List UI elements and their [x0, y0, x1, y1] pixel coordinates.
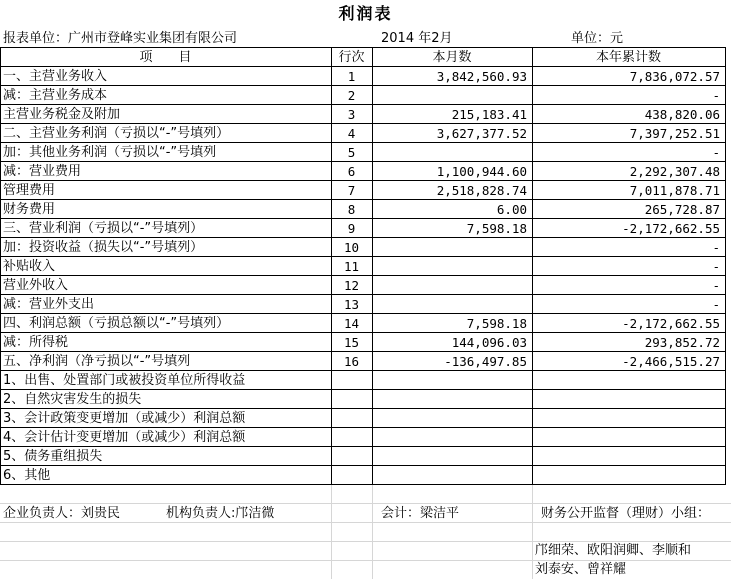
row-item: 4、会计估计变更增加（或减少）利润总额 — [3, 430, 246, 445]
row-ytd-value: - — [712, 88, 720, 103]
row-line-no: 5 — [347, 145, 356, 160]
row-month-value — [372, 390, 532, 409]
row-line-no: 7 — [347, 183, 356, 198]
col-header-line: 行次 — [338, 50, 365, 65]
row-line-no: 8 — [347, 202, 356, 217]
row-line-no — [331, 409, 372, 428]
row-line-no: 1 — [347, 69, 356, 84]
row-line-no: 16 — [343, 354, 360, 369]
row-line-no — [331, 466, 372, 485]
row-ytd-value: 7,397,252.51 — [629, 126, 720, 141]
row-ytd-value — [532, 390, 725, 409]
row-item: 补贴收入 — [3, 259, 56, 274]
row-ytd-value: -2,466,515.27 — [622, 354, 720, 369]
row-ytd-value: -2,172,662.55 — [622, 221, 720, 236]
sheet-title: 利润表 — [338, 4, 393, 23]
row-line-no — [331, 390, 372, 409]
row-month-value — [372, 238, 532, 257]
row-line-no — [331, 371, 372, 390]
row-item: 减：主营业务成本 — [3, 88, 108, 103]
accountant: 会计：梁洁平 — [381, 506, 460, 521]
row-ytd-value: - — [712, 240, 720, 255]
row-line-no: 6 — [347, 164, 356, 179]
row-month-value — [372, 295, 532, 314]
row-item: 营业外收入 — [3, 278, 69, 293]
currency-unit: 单位：元 — [571, 31, 624, 46]
row-line-no: 9 — [347, 221, 356, 236]
supervision-group: 财务公开监督（理财）小组： — [541, 506, 711, 521]
row-item: 1、出售、处置部门或被投资单位所得收益 — [3, 373, 246, 388]
row-line-no: 3 — [347, 107, 356, 122]
report-unit: 报表单位：广州市登峰实业集团有限公司 — [3, 31, 238, 46]
row-line-no: 10 — [343, 240, 360, 255]
row-ytd-value — [532, 428, 725, 447]
row-item: 减：所得税 — [3, 335, 69, 350]
row-line-no — [331, 428, 372, 447]
col-header-month: 本月数 — [432, 50, 472, 65]
row-item: 加：其他业务利润（亏损以“-”号填列 — [3, 145, 217, 160]
row-month-value — [372, 143, 532, 162]
row-ytd-value: 7,011,878.71 — [629, 183, 720, 198]
row-month-value — [372, 86, 532, 105]
row-month-value — [372, 276, 532, 295]
supervision-members-1: 邝细荣、欧阳润卿、李顺和 — [535, 543, 692, 558]
row-ytd-value: - — [712, 297, 720, 312]
row-item: 3、会计政策变更增加（或减少）利润总额 — [3, 411, 246, 426]
row-ytd-value: 265,728.87 — [644, 202, 720, 217]
col-header-ytd: 本年累计数 — [595, 50, 661, 65]
row-month-value — [372, 409, 532, 428]
row-ytd-value — [532, 371, 725, 390]
row-month-value — [372, 257, 532, 276]
row-ytd-value — [532, 447, 725, 466]
row-item: 减：营业外支出 — [3, 297, 95, 312]
row-month-value: 1,100,944.60 — [436, 164, 527, 179]
row-ytd-value — [532, 466, 725, 485]
row-ytd-value: 2,292,307.48 — [629, 164, 720, 179]
enterprise-head: 企业负责人：刘贵民 — [3, 506, 121, 521]
row-ytd-value: - — [712, 259, 720, 274]
supervision-members-2: 刘泰安、曾祥耀 — [535, 562, 627, 577]
row-item: 四、利润总额（亏损总额以“-”号填列） — [3, 316, 230, 331]
row-item: 二、主营业务利润（亏损以“-”号填列） — [3, 126, 230, 141]
row-item: 管理费用 — [3, 183, 56, 198]
row-ytd-value: - — [712, 278, 720, 293]
row-item: 6、其他 — [3, 468, 51, 483]
row-item: 5、债务重组损失 — [3, 449, 103, 464]
row-month-value: 2,518,828.74 — [436, 183, 527, 198]
row-item: 三、营业利润（亏损以“-”号填列） — [3, 221, 204, 236]
row-line-no: 14 — [343, 316, 360, 331]
row-line-no: 4 — [347, 126, 356, 141]
row-month-value: 144,096.03 — [451, 335, 527, 350]
row-ytd-value: 438,820.06 — [644, 107, 720, 122]
row-month-value: 215,183.41 — [451, 107, 527, 122]
row-month-value: 7,598.18 — [466, 221, 527, 236]
row-month-value — [372, 371, 532, 390]
row-month-value — [372, 447, 532, 466]
row-item: 一、主营业务收入 — [3, 69, 108, 84]
row-ytd-value: 7,836,072.57 — [629, 69, 720, 84]
row-ytd-value: 293,852.72 — [644, 335, 720, 350]
row-line-no — [331, 447, 372, 466]
row-item: 财务费用 — [3, 202, 56, 217]
row-item: 加：投资收益（损失以“-”号填列） — [3, 240, 204, 255]
report-period: 2014 年2月 — [381, 31, 453, 46]
row-month-value — [372, 466, 532, 485]
grid-vline — [725, 47, 726, 485]
row-line-no: 2 — [347, 88, 356, 103]
row-month-value: 6.00 — [496, 202, 527, 217]
row-ytd-value: -2,172,662.55 — [622, 316, 720, 331]
row-ytd-value — [532, 409, 725, 428]
row-month-value: 3,842,560.93 — [436, 69, 527, 84]
row-line-no: 11 — [343, 259, 360, 274]
row-month-value: -136,497.85 — [444, 354, 527, 369]
row-month-value: 7,598.18 — [466, 316, 527, 331]
row-line-no: 13 — [343, 297, 360, 312]
row-month-value — [372, 428, 532, 447]
row-item: 2、自然灾害发生的损失 — [3, 392, 142, 407]
row-item: 减：营业费用 — [3, 164, 82, 179]
row-item: 主营业务税金及附加 — [3, 107, 121, 122]
col-header-item: 项 目 — [139, 50, 192, 65]
agency-head: 机构负责人:邝洁微 — [166, 506, 275, 521]
row-line-no: 12 — [343, 278, 360, 293]
row-line-no: 15 — [343, 335, 360, 350]
row-ytd-value: - — [712, 145, 720, 160]
grid-vline — [372, 485, 373, 579]
row-item: 五、净利润（净亏损以“-”号填列 — [3, 354, 191, 369]
grid-vline — [331, 485, 332, 579]
row-month-value: 3,627,377.52 — [436, 126, 527, 141]
